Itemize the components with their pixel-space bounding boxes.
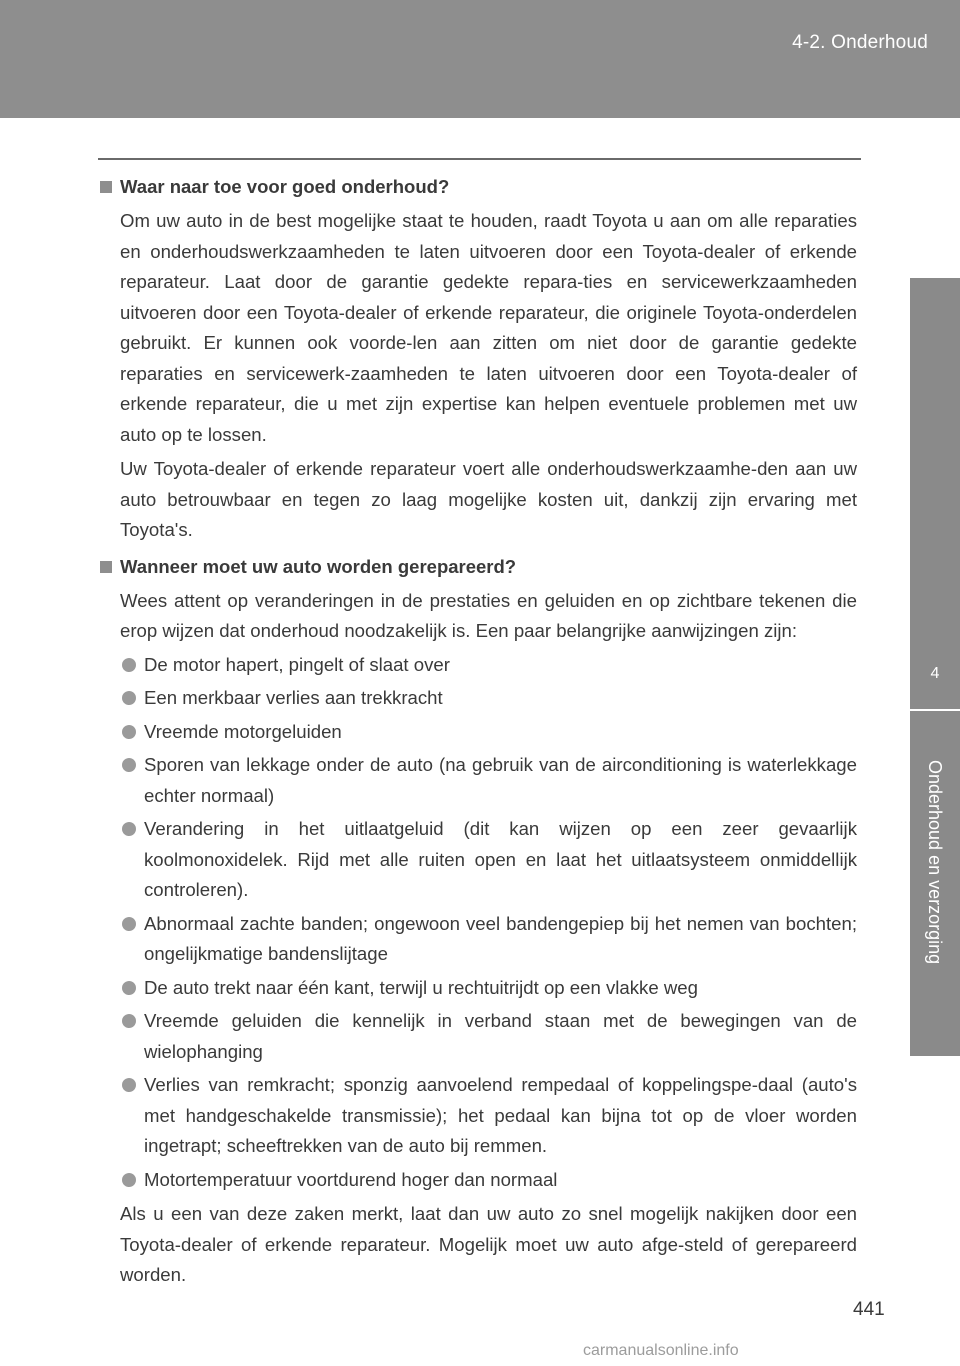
circle-bullet-icon [122,758,136,772]
section-heading-text: Waar naar toe voor goed onderhoud? [120,176,450,197]
section-reference: 4-2. Onderhoud [792,32,928,53]
list-item [98,1006,857,1067]
list-item-text: Vreemde geluiden die kennelijk in verband staan met de bewegingen van de wielophanging [144,1010,857,1062]
square-bullet-icon [100,561,112,573]
circle-bullet-icon [122,658,136,672]
paragraph: Om uw auto in de best mogelijke staat te houden, raadt Toyota u aan om alle reparaties en onderhoudswerkzaamheden te laten uitvoeren door een Toyota-dealer of erkende reparateur. Laat door de garantie gedekte repara-ties en servicewerkzaamheden uitvoeren door een Toyota-dealer of erkende reparateur, die originele Toyota-onderdelen gebruikt. Er kunnen ook voorde-len aan zitten om niet door de garantie gedekte reparaties en servicewerk-zaamheden te laten uitvoeren door een Toyota-dealer of erkende reparateur, die u met zijn expertise kan helpen eventuele problemen met uw auto op te lossen. [120,210,857,445]
section-heading [98,552,857,582]
circle-bullet-icon [122,1014,136,1028]
circle-bullet-icon [122,981,136,995]
list-item [98,1165,857,1196]
circle-bullet-icon [122,691,136,705]
list-item [98,973,857,1004]
list-item-text: Een merkbaar verlies aan trekkracht [144,687,443,708]
list-item-text: Abnormaal zachte banden; ongewoon veel bandengepiep bij het nemen van bochten; ongelijkmatige bandenslijtage [144,912,857,964]
page-content [98,172,857,1291]
top-rule [98,158,861,160]
symptom-list [98,650,857,1196]
header-band [0,0,960,118]
section-heading [98,172,857,202]
circle-bullet-icon [122,725,136,739]
closing-paragraph: Als u een van deze zaken merkt, laat dan uw auto zo snel mogelijk nakijken door een Toyota-dealer of erkende reparateur. Mogelijk moet uw auto afge-steld of gerepareerd worden. [120,1203,857,1285]
circle-bullet-icon [122,822,136,836]
list-item-text: Verlies van remkracht; sponzig aanvoelend rempedaal of koppelingspe-daal (auto's met handgeschakelde transmissie); het pedaal kan bijna tot op de vloer worden ingetrapt; scheeftrekken van de auto bij remmen. [144,1074,857,1156]
chapter-label: Onderhoud en verzorging [925,760,945,965]
side-tab-divider [910,709,960,711]
paragraph: Uw Toyota-dealer of erkende reparateur voert alle onderhoudswerkzaamhe-den aan uw auto betrouwbaar en tegen zo laag mogelijke kosten uit, dankzij zijn ervaring met Toyota's. [120,458,857,540]
circle-bullet-icon [122,1173,136,1187]
circle-bullet-icon [122,917,136,931]
list-item [98,814,857,906]
list-item-text: De motor hapert, pingelt of slaat over [144,653,450,675]
section-heading-text: Wanneer moet uw auto worden gerepareerd? [120,555,517,577]
list-item [98,650,857,681]
page-number: 441 [853,1299,885,1320]
list-item-text: Sporen van lekkage onder de auto (na gebruik van de airconditioning is waterlekkage echter normaal) [144,754,857,806]
watermark: carmanualsonline.info [583,1342,739,1359]
square-bullet-icon [100,181,112,193]
list-item-text: Motortemperatuur voortdurend hoger dan normaal [144,1168,558,1190]
chapter-number: 4 [930,665,940,682]
list-item [98,1070,857,1162]
circle-bullet-icon [122,1078,136,1092]
list-item-text: De auto trekt naar één kant, terwijl u rechtuitrijdt op een vlakke weg [144,976,698,998]
list-item [98,717,857,748]
list-item [98,683,857,714]
paragraph: Wees attent op veranderingen in de prestaties en geluiden en op zichtbare tekenen die erop wijzen dat onderhoud noodzakelijk is. Een paar belangrijke aanwijzingen zijn: [120,589,857,641]
list-item-text: Vreemde motorgeluiden [144,720,342,742]
list-item-text: Verandering in het uitlaatgeluid (dit kan wijzen op een zeer gevaarlijk koolmonoxidelek. Rijd met alle ruiten open en laat het uitlaatsysteem onmiddellijk controleren). [144,818,857,900]
list-item [98,909,857,970]
list-item [98,750,857,811]
